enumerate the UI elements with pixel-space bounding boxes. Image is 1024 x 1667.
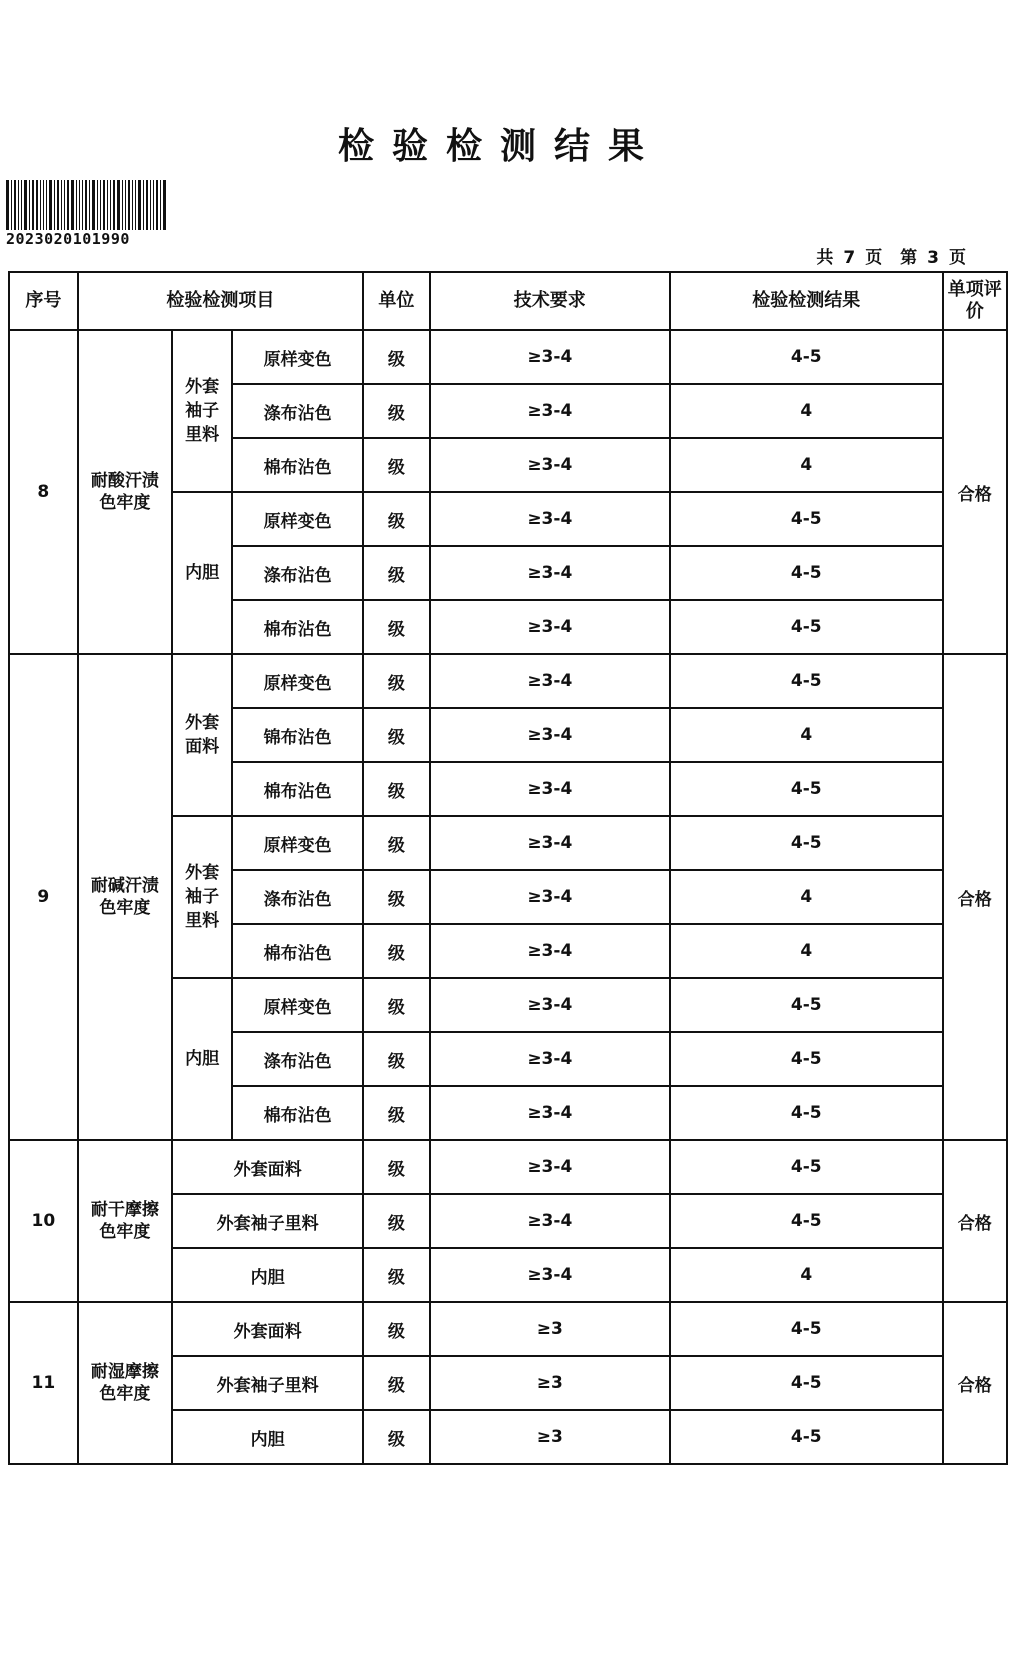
test-cell: 涤布沾色	[232, 870, 363, 924]
barcode-bar	[107, 180, 108, 230]
test-cell: 外套面料	[172, 1140, 363, 1194]
evaluation-cell: 合格	[943, 654, 1007, 1140]
requirement-cell: ≥3-4	[430, 816, 670, 870]
unit-cell: 级	[363, 870, 430, 924]
unit-cell: 级	[363, 708, 430, 762]
requirement-cell: ≥3-4	[430, 1086, 670, 1140]
barcode-bar	[153, 180, 154, 230]
requirement-cell: ≥3-4	[430, 978, 670, 1032]
barcode-bar	[24, 180, 27, 230]
barcode-bar	[146, 180, 148, 230]
result-cell: 4-5	[670, 1032, 943, 1086]
barcode-bar	[54, 180, 55, 230]
barcode-bar	[103, 180, 105, 230]
header-evaluation: 单项评价	[943, 272, 1007, 330]
seq-cell: 9	[9, 654, 78, 1140]
unit-cell: 级	[363, 654, 430, 708]
test-cell: 棉布沾色	[232, 762, 363, 816]
table-header-row	[9, 272, 1007, 330]
unit-cell: 级	[363, 600, 430, 654]
unit-cell: 级	[363, 438, 430, 492]
table-row	[9, 654, 1007, 708]
page-current-label: 第	[900, 248, 920, 268]
barcode-bar	[6, 180, 9, 230]
test-cell: 原样变色	[232, 330, 363, 384]
table-row	[9, 1140, 1007, 1194]
barcode-bar	[32, 180, 34, 230]
unit-cell: 级	[363, 384, 430, 438]
header-requirement: 技术要求	[430, 272, 670, 330]
table-body	[9, 330, 1007, 1464]
result-cell: 4-5	[670, 1086, 943, 1140]
barcode-bar	[138, 180, 141, 230]
part-cell: 外套面料	[172, 654, 232, 816]
evaluation-cell: 合格	[943, 330, 1007, 654]
result-cell: 4-5	[670, 762, 943, 816]
result-cell: 4-5	[670, 816, 943, 870]
unit-cell: 级	[363, 924, 430, 978]
part-cell: 外套袖子里料	[172, 816, 232, 978]
barcode-bar	[122, 180, 123, 230]
seq-cell: 10	[9, 1140, 78, 1302]
test-cell: 原样变色	[232, 654, 363, 708]
result-cell: 4	[670, 384, 943, 438]
requirement-cell: ≥3-4	[430, 492, 670, 546]
unit-cell: 级	[363, 1140, 430, 1194]
test-cell: 内胆	[172, 1248, 363, 1302]
part-cell: 内胆	[172, 492, 232, 654]
test-cell: 棉布沾色	[232, 1086, 363, 1140]
barcode-bar	[11, 180, 12, 230]
page-current: 3	[927, 248, 941, 268]
requirement-cell: ≥3-4	[430, 1032, 670, 1086]
test-cell: 原样变色	[232, 978, 363, 1032]
unit-cell: 级	[363, 1356, 430, 1410]
barcode-bar	[46, 180, 47, 230]
barcode-bar	[29, 180, 30, 230]
table-row	[9, 330, 1007, 384]
barcode-bar	[135, 180, 136, 230]
requirement-cell: ≥3	[430, 1356, 670, 1410]
barcode-bar	[85, 180, 87, 230]
test-cell: 涤布沾色	[232, 546, 363, 600]
result-cell: 4-5	[670, 546, 943, 600]
page-total: 7	[843, 248, 858, 268]
barcode-bar	[100, 180, 101, 230]
test-cell: 外套面料	[172, 1302, 363, 1356]
barcode-bar	[132, 180, 133, 230]
result-cell: 4-5	[670, 1194, 943, 1248]
test-cell: 涤布沾色	[232, 384, 363, 438]
unit-cell: 级	[363, 978, 430, 1032]
barcode-bar	[156, 180, 158, 230]
part-cell: 内胆	[172, 978, 232, 1140]
test-cell: 原样变色	[232, 492, 363, 546]
unit-cell: 级	[363, 762, 430, 816]
result-cell: 4-5	[670, 1356, 943, 1410]
requirement-cell: ≥3-4	[430, 1194, 670, 1248]
item-name-cell: 耐酸汗渍色牢度	[78, 330, 172, 654]
unit-cell: 级	[363, 1086, 430, 1140]
requirement-cell: ≥3-4	[430, 762, 670, 816]
table-row	[9, 1302, 1007, 1356]
unit-cell: 级	[363, 1032, 430, 1086]
requirement-cell: ≥3-4	[430, 384, 670, 438]
barcode-bar	[163, 180, 166, 230]
item-name-cell: 耐湿摩擦色牢度	[78, 1302, 172, 1464]
requirement-cell: ≥3-4	[430, 708, 670, 762]
requirement-cell: ≥3	[430, 1302, 670, 1356]
header-seq: 序号	[9, 272, 78, 330]
test-cell: 外套袖子里料	[172, 1356, 363, 1410]
result-cell: 4-5	[670, 600, 943, 654]
result-cell: 4	[670, 870, 943, 924]
unit-cell: 级	[363, 1248, 430, 1302]
unit-cell: 级	[363, 492, 430, 546]
test-cell: 棉布沾色	[232, 924, 363, 978]
item-name-cell: 耐碱汗渍色牢度	[78, 654, 172, 1140]
requirement-cell: ≥3-4	[430, 330, 670, 384]
requirement-cell: ≥3-4	[430, 870, 670, 924]
evaluation-cell: 合格	[943, 1140, 1007, 1302]
result-cell: 4-5	[670, 1140, 943, 1194]
barcode-bar	[117, 180, 120, 230]
result-cell: 4-5	[670, 1410, 943, 1464]
barcode-bar	[67, 180, 69, 230]
unit-cell: 级	[363, 816, 430, 870]
barcode-bar	[71, 180, 74, 230]
requirement-cell: ≥3-4	[430, 924, 670, 978]
barcode-bar	[49, 180, 52, 230]
part-cell: 外套袖子里料	[172, 330, 232, 492]
barcode-bar	[21, 180, 22, 230]
requirement-cell: ≥3-4	[430, 1140, 670, 1194]
barcode-bar	[43, 180, 44, 230]
barcode-bar	[18, 180, 19, 230]
item-name-cell: 耐干摩擦色牢度	[78, 1140, 172, 1302]
page-total-unit: 页	[865, 248, 885, 268]
unit-cell: 级	[363, 1194, 430, 1248]
result-cell: 4-5	[670, 978, 943, 1032]
barcode-bar	[128, 180, 130, 230]
barcode-bar	[150, 180, 151, 230]
result-cell: 4-5	[670, 654, 943, 708]
page-total-label: 共	[816, 248, 836, 268]
result-cell: 4	[670, 1248, 943, 1302]
barcode-bar	[61, 180, 62, 230]
barcode	[6, 180, 178, 230]
barcode-number: 2023020101990	[6, 230, 130, 248]
seq-cell: 8	[9, 330, 78, 654]
requirement-cell: ≥3-4	[430, 1248, 670, 1302]
result-cell: 4-5	[670, 492, 943, 546]
requirement-cell: ≥3-4	[430, 438, 670, 492]
page-current-unit: 页	[949, 248, 968, 268]
test-cell: 原样变色	[232, 816, 363, 870]
barcode-bar	[82, 180, 83, 230]
result-cell: 4	[670, 924, 943, 978]
barcode-bar	[64, 180, 65, 230]
barcode-bar	[57, 180, 59, 230]
requirement-cell: ≥3-4	[430, 600, 670, 654]
barcode-bar	[40, 180, 41, 230]
header-result: 检验检测结果	[670, 272, 943, 330]
results-table	[8, 271, 1008, 1465]
barcode-bar	[113, 180, 115, 230]
evaluation-cell: 合格	[943, 1302, 1007, 1464]
test-cell: 锦布沾色	[232, 708, 363, 762]
header-item: 检验检测项目	[78, 272, 363, 330]
unit-cell: 级	[363, 1410, 430, 1464]
test-cell: 棉布沾色	[232, 438, 363, 492]
barcode-bar	[79, 180, 80, 230]
unit-cell: 级	[363, 1302, 430, 1356]
barcode-bar	[97, 180, 98, 230]
barcode-bar	[143, 180, 144, 230]
barcode-bar	[160, 180, 161, 230]
test-cell: 棉布沾色	[232, 600, 363, 654]
barcode-bar	[89, 180, 90, 230]
test-cell: 内胆	[172, 1410, 363, 1464]
barcode-bar	[125, 180, 126, 230]
barcode-bar	[36, 180, 38, 230]
requirement-cell: ≥3	[430, 1410, 670, 1464]
test-cell: 外套袖子里料	[172, 1194, 363, 1248]
barcode-bar	[14, 180, 16, 230]
requirement-cell: ≥3-4	[430, 654, 670, 708]
result-cell: 4-5	[670, 330, 943, 384]
requirement-cell: ≥3-4	[430, 546, 670, 600]
page-info	[812, 243, 972, 268]
result-cell: 4	[670, 708, 943, 762]
result-cell: 4-5	[670, 1302, 943, 1356]
unit-cell: 级	[363, 546, 430, 600]
seq-cell: 11	[9, 1302, 78, 1464]
barcode-bar	[110, 180, 111, 230]
barcode-bar	[76, 180, 77, 230]
document-title: 检验检测结果	[337, 126, 662, 167]
barcode-bar	[92, 180, 95, 230]
header-unit: 单位	[363, 272, 430, 330]
result-cell: 4	[670, 438, 943, 492]
test-cell: 涤布沾色	[232, 1032, 363, 1086]
unit-cell: 级	[363, 330, 430, 384]
